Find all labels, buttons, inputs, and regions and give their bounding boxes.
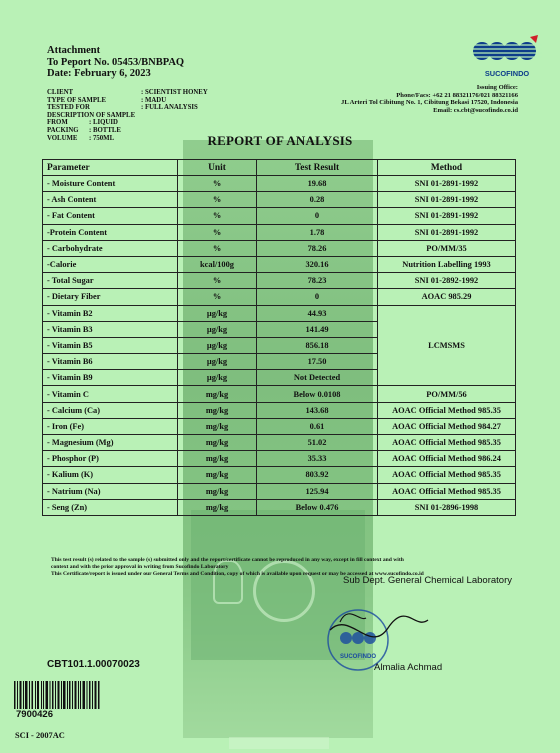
table-row: - Moisture Content % 19.68 SNI 01-2891-1992 <box>43 176 516 192</box>
table-row: - Magnesium (Mg) mg/kg 51.02 AOAC Official Method 985.35 <box>43 435 516 451</box>
table-row: - Seng (Zn) mg/kg Below 0.476 SNI 01-2896-1998 <box>43 499 516 515</box>
table-row: - Vitamin B5 µg/kg 856.18 <box>43 337 516 353</box>
table-row: - Kalium (K) mg/kg 803.92 AOAC Official Method 985.35 <box>43 467 516 483</box>
table-row: - Iron (Fe) mg/kg 0.61 AOAC Official Method 984.27 <box>43 418 516 434</box>
table-row: - Natrium (Na) mg/kg 125.94 AOAC Official Method 985.35 <box>43 483 516 499</box>
office-heading: Issuing Office: <box>476 84 518 91</box>
table-row: - Fat Content % 0 SNI 01-2891-1992 <box>43 208 516 224</box>
sucofindo-logo-text: SUCOFINDO <box>484 69 530 78</box>
report-number: To Peport No. 05453/BNBPAQ <box>47 56 185 68</box>
table-row: - Vitamin B3 µg/kg 141.49 <box>43 321 516 337</box>
office-email: Email: cs.cbt@sucofindo.co.id <box>433 106 518 114</box>
disclaimer-line: context and with the prior approval in writing from Sucofindo Laboratory <box>51 564 229 571</box>
lcmsms-method-cell: LCMSMS <box>378 305 516 386</box>
column-header: Unit <box>178 160 257 176</box>
disclaimer-line: This test result (s) related to the sample (s) submitted only and the report/certificate cannot be reproduced in any way, except in fill context and with <box>51 557 404 563</box>
sample-row: TYPE OF SAMPLE : MADU <box>47 96 167 104</box>
table-row: - Total Sugar % 78.23 SNI 01-2892-1992 <box>43 273 516 289</box>
column-header: Test Result <box>257 160 378 176</box>
report-date: Date: February 6, 2023 <box>47 68 151 79</box>
office-address: JL Arteri Tol Cibitung No. 1, Cibitung Bekasi 17520, Indonesia <box>341 99 518 107</box>
signer-name: Almalia Achmad <box>374 662 443 673</box>
stamp-text: SUCOFINDO <box>340 654 376 660</box>
watermark-netto-band <box>229 737 329 749</box>
issuing-office <box>341 84 518 114</box>
table-row: - Vitamin B2 µg/kg 44.93 LCMSMS <box>43 305 516 321</box>
sample-row: DESCRIPTION OF SAMPLE <box>47 111 136 119</box>
barcode-icon <box>14 681 100 709</box>
table-row: - Carbohydrate % 78.26 PO/MM/35 <box>43 240 516 256</box>
table-row: -Calorie kcal/100g 320.16 Nutrition Labelling 1993 <box>43 256 516 272</box>
barcode-number: 7900426 <box>16 709 53 720</box>
description-row: PACKING : BOTTLE <box>47 126 121 134</box>
report-title: REPORT OF ANALYSIS <box>207 133 353 148</box>
description-row: FROM : LIQUID <box>47 119 118 127</box>
form-code: SCI - 2007AC <box>15 731 65 740</box>
table-row: -Protein Content % 1.78 SNI 01-2891-1992 <box>43 224 516 240</box>
table-row: - Vitamin B6 µg/kg 17.50 <box>43 354 516 370</box>
attachment-header <box>47 45 184 80</box>
office-phone: Phone/Facs: +62 21 88321176/021 88321166 <box>396 91 518 99</box>
description-row: VOLUME : 750ML <box>47 134 115 142</box>
table-row: - Phosphor (P) mg/kg 35.33 AOAC Official Method 986.24 <box>43 451 516 467</box>
table-header-row <box>43 160 516 176</box>
table-row: - Calcium (Ca) mg/kg 143.68 AOAC Official Method 985.35 <box>43 402 516 418</box>
sample-row: CLIENT : SCIENTIST HONEY <box>47 89 208 96</box>
certificate-code: CBT101.1.00070023 <box>47 659 140 670</box>
table-row: - Vitamin B9 µg/kg Not Detected <box>43 370 516 386</box>
sub-dept-label: Sub Dept. General Chemical Laboratory <box>343 575 512 586</box>
analysis-table <box>42 159 516 516</box>
table-row: - Vitamin C mg/kg Below 0.0108 PO/MM/56 <box>43 386 516 402</box>
column-header: Parameter <box>43 160 178 176</box>
column-header: Method <box>378 160 516 176</box>
disclaimer-line: This Certificate/report is issued under our General Terms and Condition, copy of which is available upon request or may be accessed at www.sucofindo.co.id <box>51 571 424 578</box>
sample-row: TESTED FOR : FULL ANALYSIS <box>47 104 198 112</box>
table-row: - Ash Content % 0.28 SNI 01-2891-1992 <box>43 192 516 208</box>
signature-stroke <box>340 614 366 622</box>
attachment-label: Attachment <box>47 45 101 56</box>
table-row: - Dietary Fiber % 0 AOAC 985.29 <box>43 289 516 305</box>
